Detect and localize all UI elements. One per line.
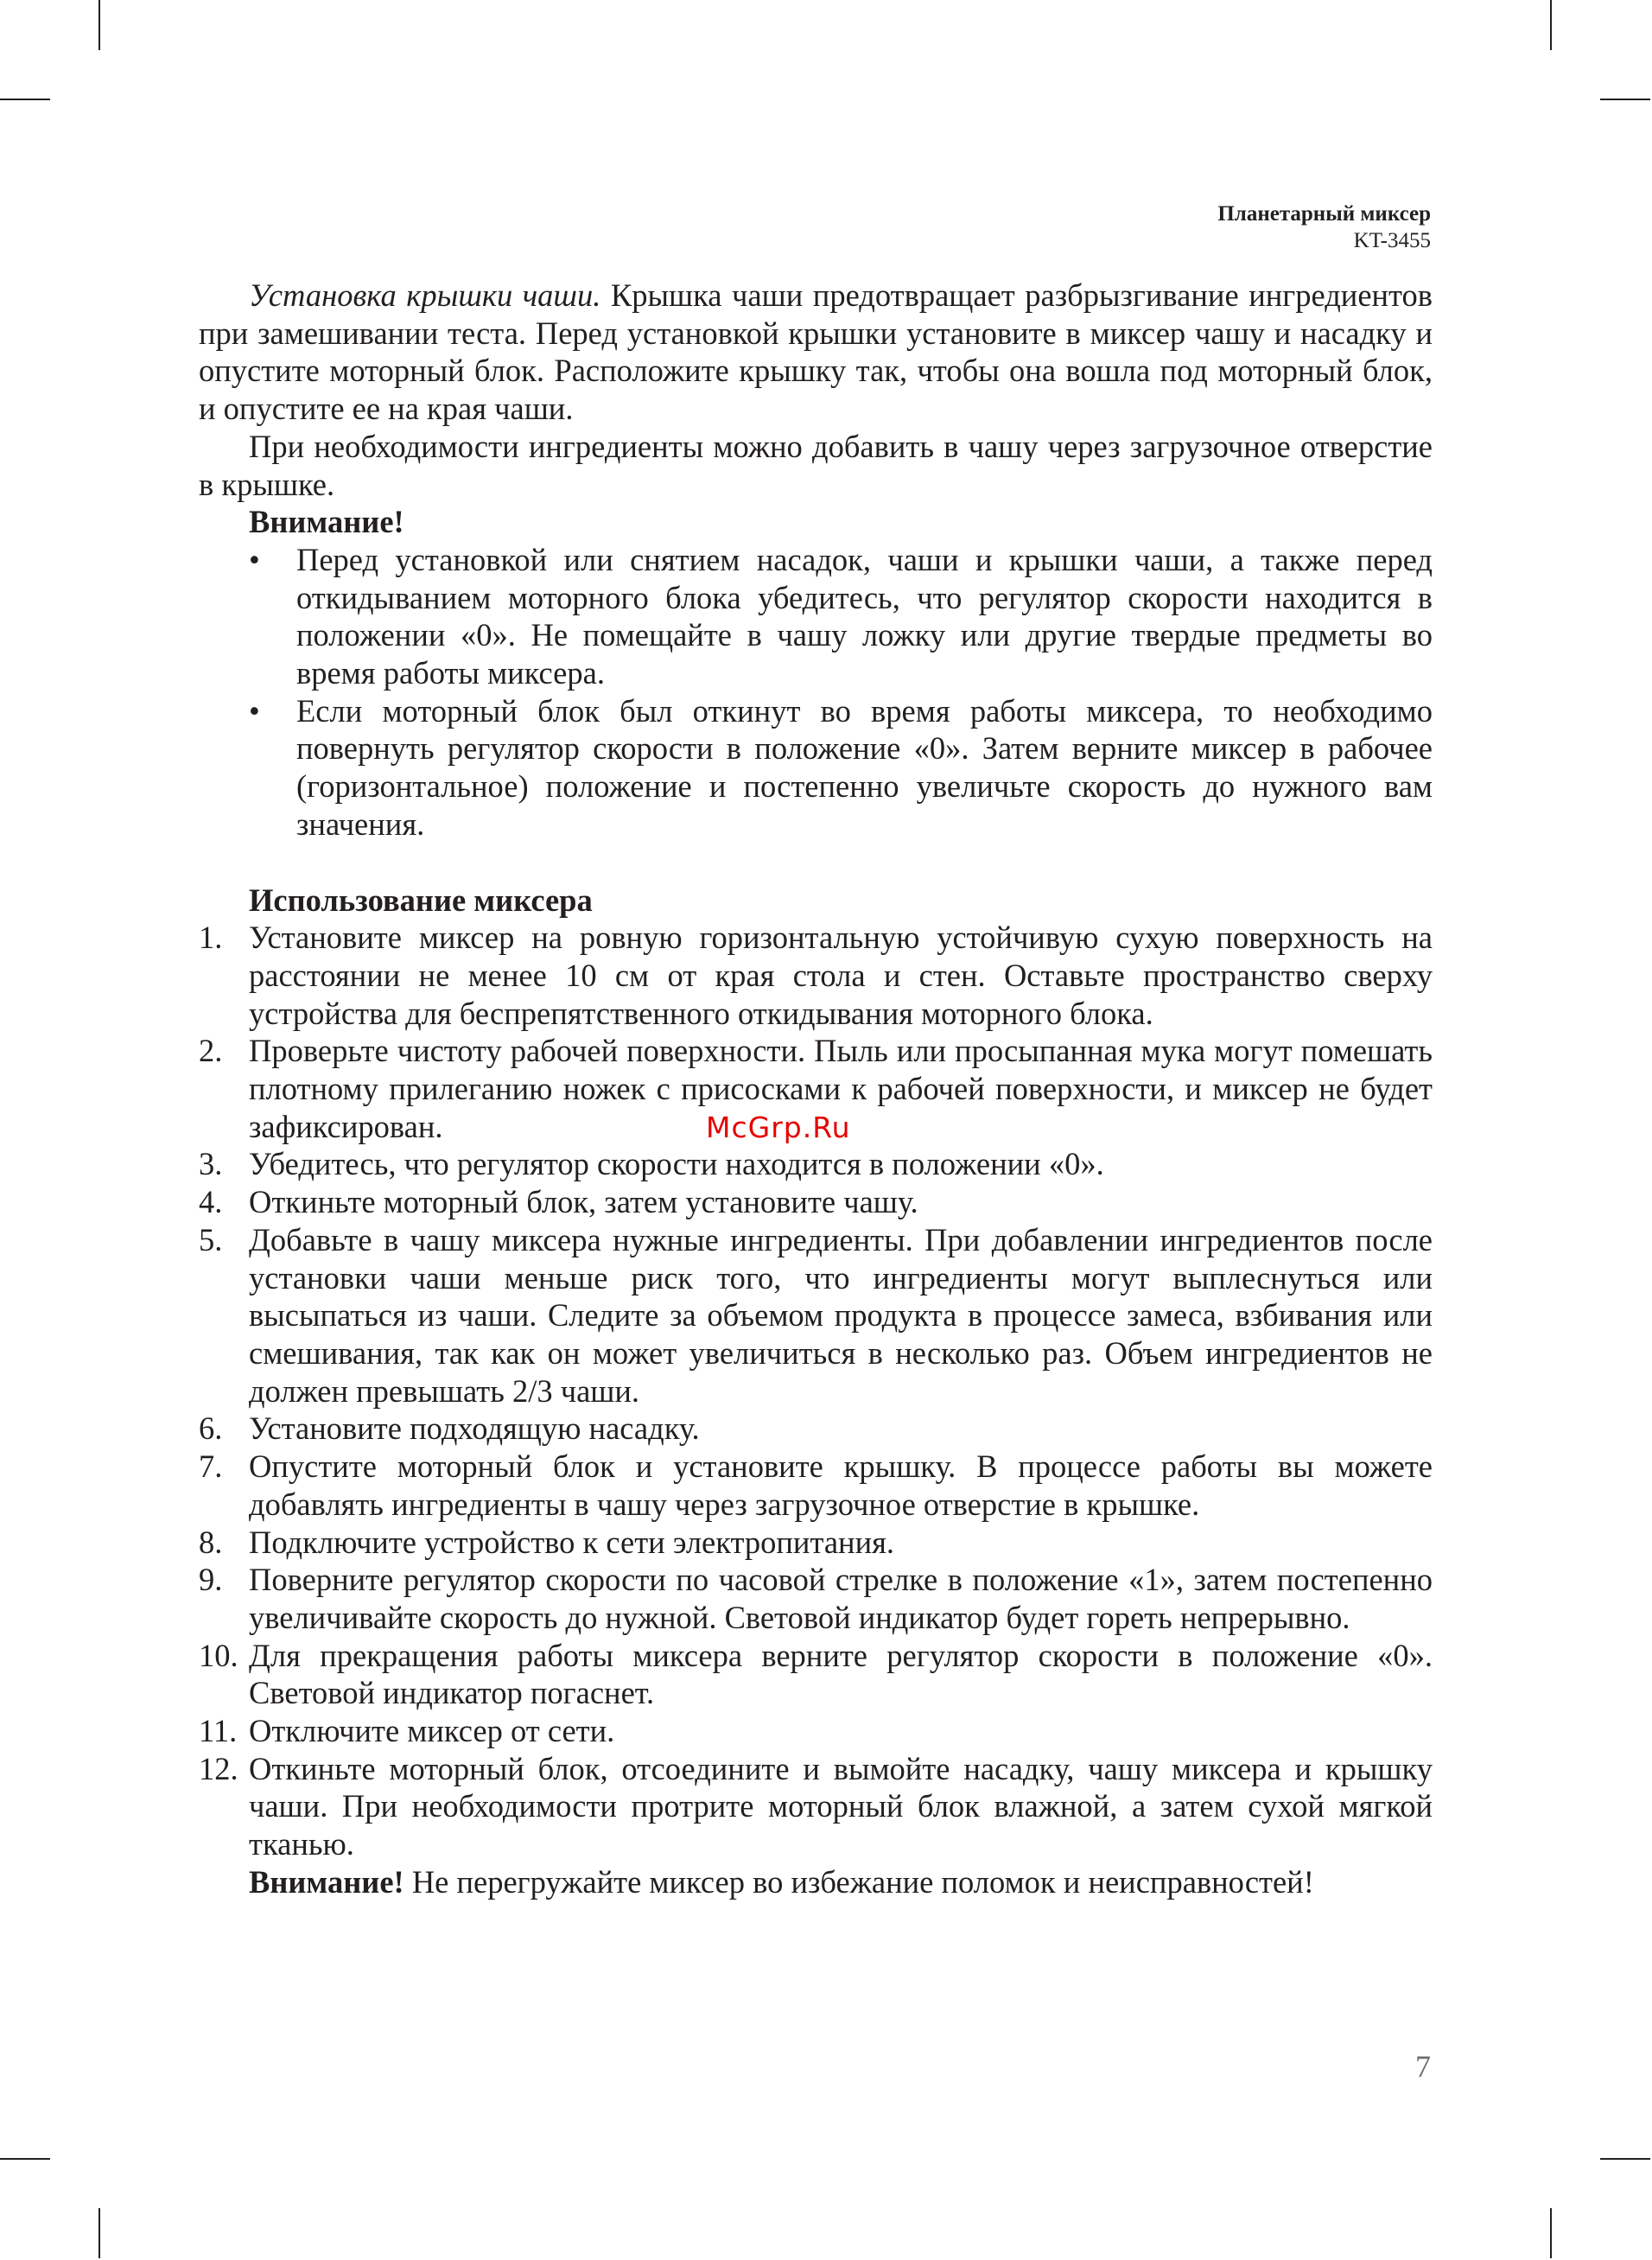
list-item: 10. Для прекращения работы миксера верните регулятор скорости в положение «0». Световой индикатор погаснет.: [199, 1637, 1433, 1711]
intro-paragraph: [199, 277, 1433, 428]
crop-mark-top-right: [1550, 0, 1552, 50]
list-item: 3. Убедитесь, что регулятор скорости находится в положении «0».: [199, 1146, 1104, 1182]
list-item: 5. Добавьте в чашу миксера нужные ингредиенты. При добавлении ингредиентов после установки чаши меньше риск того, что ингредиенты могут выплеснуться или высыпаться из чаши. Следите за объемом продукта в процессе замеса, взбивания или смешивания, так как он может увеличиться в несколько раз. Объем ингредиентов не должен превышать 2/3 чаши.: [199, 1221, 1433, 1409]
running-header: [1217, 201, 1431, 254]
steps-list: [199, 919, 1433, 1863]
section-heading: Использование миксера: [249, 882, 593, 918]
warning-list: [199, 541, 1433, 844]
warning-heading: Внимание!: [249, 504, 404, 540]
list-item: 4. Откиньте моторный блок, затем установите чашу.: [199, 1184, 918, 1220]
crop-mark-bottom-left-h: [0, 2158, 50, 2160]
intro-text: Крышка чаши предотвращает разбрызгивание ингредиентов при замешивании теста. Перед установкой крышки установите в миксер чашу и насадку и опустите моторный блок. Расположите крышку так, чтобы она вошла под моторный блок, и опустите ее на края чаши.: [199, 277, 1433, 427]
list-item: 8. Подключите устройство к сети электропитания.: [199, 1524, 895, 1560]
model-number: KT-3455: [1353, 229, 1431, 252]
final-warning-label: Внимание!: [249, 1863, 404, 1900]
page-number: 7: [1415, 2049, 1431, 2084]
list-item: • Перед установкой или снятием насадок, чаши и крышки чаши, а также перед откидыванием моторного блока убедитесь, что регулятор скорости находится в положении «0». Не помещайте в чашу ложку или другие твердые предметы во время работы миксера.: [249, 541, 1433, 691]
page-body: [199, 277, 1433, 1901]
crop-mark-top-left-h: [0, 99, 50, 100]
bullet-icon: •: [249, 692, 260, 729]
list-item: 9. Поверните регулятор скорости по часовой стрелке в положение «1», затем постепенно увеличивайте скорость до нужной. Световой индикатор будет гореть непрерывно.: [199, 1562, 1433, 1635]
crop-mark-bottom-left: [98, 2208, 100, 2258]
list-item: 1. Установите миксер на ровную горизонтальную устойчивую сухую поверхность на расстоянии не менее 10 см от края стола и стен. Оставьте пространство сверху устройства для беспрепятственного откидывания моторного блока.: [199, 920, 1433, 1031]
product-title: Планетарный миксер: [1217, 202, 1431, 226]
list-item: 6. Установите подходящую насадку.: [199, 1410, 700, 1447]
bullet-icon: •: [249, 541, 260, 577]
list-item: 7. Опустите моторный блок и установите крышку. В процессе работы вы можете добавлять ингредиенты в чашу через загрузочное отверстие в крышке.: [199, 1448, 1433, 1522]
crop-mark-top-right-h: [1600, 99, 1650, 100]
list-item: 11. Отключите миксер от сети.: [199, 1713, 615, 1749]
list-item: 12. Откиньте моторный блок, отсоедините и вымойте насадку, чашу миксера и крышку чаши. При необходимости протрите моторный блок влажной, а затем сухой мягкой тканью.: [199, 1750, 1433, 1862]
final-warning-text: Не перегружайте миксер во избежание поломок и неисправностей!: [403, 1863, 1314, 1900]
crop-mark-bottom-right-h: [1600, 2158, 1650, 2160]
crop-mark-bottom-right: [1550, 2208, 1552, 2258]
crop-mark-top-left: [98, 0, 100, 50]
list-item: 2. Проверьте чистоту рабочей поверхности. Пыль или просыпанная мука могут помешать плотному прилеганию ножек с присосками к рабочей поверхности, и миксер не будет зафиксирован.: [199, 1033, 1433, 1144]
intro-paragraph-2: При необходимости ингредиенты можно добавить в чашу через загрузочное отверстие в крышке.: [199, 428, 1433, 502]
final-warning: [249, 1863, 1433, 1901]
watermark[interactable]: McGrp.Ru: [706, 1111, 851, 1144]
list-item: • Если моторный блок был откинут во время работы миксера, то необходимо повернуть регулятор скорости в положение «0». Затем верните миксер в рабочее (горизонтальное) положение и постепенно увеличьте скорость до нужного вам значения.: [249, 692, 1433, 842]
intro-lead: Установка крышки чаши.: [249, 277, 601, 313]
